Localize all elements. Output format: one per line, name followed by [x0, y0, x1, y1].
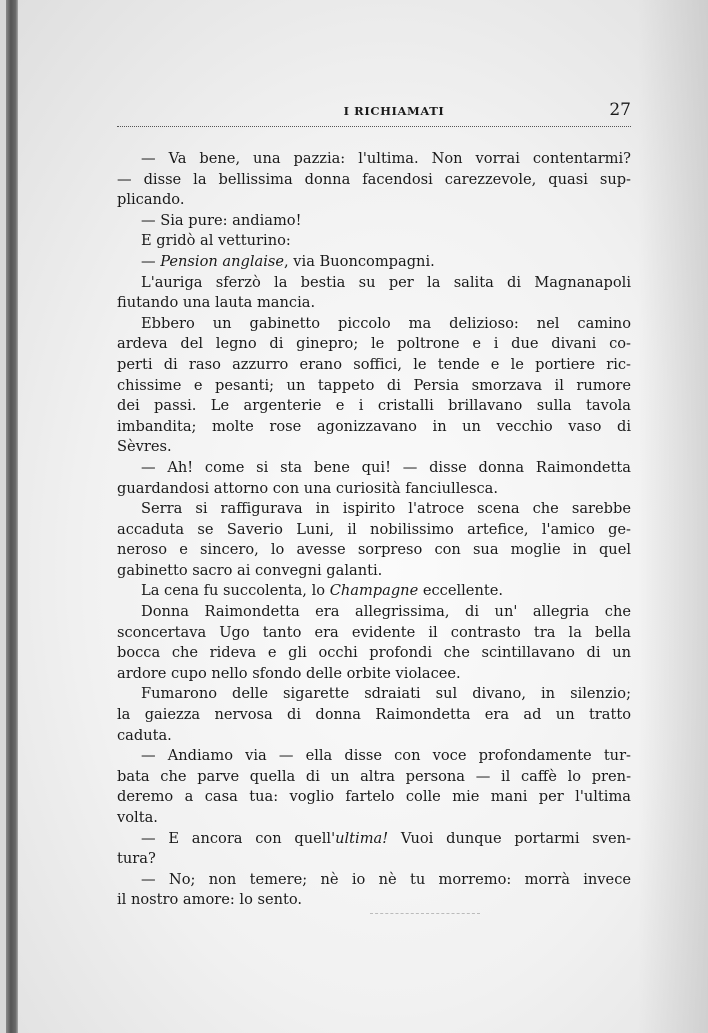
text-line [117, 437, 631, 458]
page-number: 27 [609, 100, 631, 120]
text-line [117, 540, 631, 561]
text-run: caduta. [117, 726, 172, 744]
text-line [117, 787, 631, 808]
text-run: perti di raso azzurro erano soffici, le tende e le portiere ric- [117, 355, 631, 373]
text-run: Ebbero un gabinetto piccolo ma delizioso: nel camino [141, 314, 631, 332]
italic-text: ultima! [335, 829, 389, 847]
text-run: volta. [117, 809, 158, 826]
text-line [117, 314, 631, 335]
text-run: — Ah! come si sta bene qui! — disse donna Raimondetta [141, 458, 631, 476]
text-line [117, 808, 631, 829]
text-line [117, 520, 631, 541]
text-run: ardore cupo nello sfondo delle orbite violacee. [117, 664, 461, 682]
text-line [117, 767, 631, 788]
text-line [117, 561, 631, 582]
text-run: fiutando una lauta mancia. [117, 294, 316, 312]
text-run: tura? [117, 850, 156, 868]
text-line [117, 170, 631, 191]
text-run: — Sia pure: andiamo! [141, 211, 302, 229]
text-run: — disse la bellissima donna facendosi carezzevole, quasi sup- [117, 170, 631, 188]
text-line [117, 376, 631, 397]
text-run: Fumarono delle sigarette sdraiati sul divano, in silenzio; [141, 685, 631, 703]
text-line [117, 334, 631, 355]
text-line [117, 684, 631, 705]
text-run: il nostro amore: lo sento. [117, 891, 303, 909]
text-line [117, 890, 631, 911]
text-run: E gridò al vetturino: [141, 232, 291, 250]
text-run: — Andiamo via — ella disse con voce profondamente tur- [141, 747, 631, 765]
text-line [117, 417, 631, 438]
text-line [117, 643, 631, 664]
text-run: Donna Raimondetta era allegrissima, di un' allegria che [141, 603, 631, 621]
text-line [117, 602, 631, 623]
text-run: guardandosi attorno con una curiosità fanciullesca. [117, 479, 499, 497]
header-dotted-rule [117, 126, 631, 127]
text-run: la gaiezza nervosa di donna Raimondetta era ad un tratto [117, 706, 631, 724]
text-run: — [141, 252, 161, 270]
text-run: accaduta se Saverio Luni, il nobilissimo artefice, l'amico ge- [117, 520, 631, 538]
text-run: neroso e sincero, lo avesse sorpreso con sua moglie in quel [117, 541, 631, 559]
text-line [117, 849, 631, 870]
text-run: L'auriga sferzò la bestia su per la salita di Magnanapoli [141, 273, 631, 291]
italic-text: Pension anglaise [160, 252, 285, 270]
text-run: La cena fu succolenta, lo [141, 582, 330, 600]
text-run: Vuoi dunque portarmi sven- [388, 829, 631, 847]
text-line [117, 458, 631, 479]
running-header [117, 100, 631, 122]
text-line [117, 293, 631, 314]
text-run: eccellente. [418, 582, 503, 600]
text-line [117, 829, 631, 850]
page-shading [638, 0, 708, 1033]
body-text [117, 149, 631, 911]
text-run: deremo a casa tua: voglio fartelo colle mie mani per l'ultima [117, 788, 631, 806]
text-run: ardeva del legno di ginepro; le poltrone e i due divani co- [117, 335, 631, 353]
text-run: imbandita; molte rose agonizzavano in un vecchio vaso di [117, 417, 631, 435]
text-run: dei passi. Le argenterie e i cristalli brillavano sulla tavola [117, 397, 631, 415]
text-run: — No; non temere; nè io nè tu morremo: morrà invece [141, 870, 631, 888]
book-spine-shadow [6, 0, 18, 1033]
text-run: chissime e pesanti; un tappeto di Persia smorzava il rumore [117, 376, 631, 394]
text-line [117, 396, 631, 417]
text-run: — Va bene, una pazzia: l'ultima. Non vorrai contentarmi? [141, 150, 631, 167]
text-line [117, 355, 631, 376]
text-line [117, 231, 631, 252]
text-line [117, 499, 631, 520]
text-line [117, 479, 631, 500]
text-line [117, 190, 631, 211]
italic-text: Champagne [329, 582, 419, 600]
text-run: plicando. [117, 191, 185, 209]
running-title: I RICHIAMATI [343, 104, 445, 118]
text-line [117, 870, 631, 891]
text-line [117, 705, 631, 726]
text-run: Serra si raffigurava in ispirito l'atroce scena che sarebbe [141, 500, 631, 518]
text-line [117, 746, 631, 767]
end-of-text-marks [370, 913, 480, 914]
text-line [117, 149, 631, 170]
text-run: gabinetto sacro ai convegni galanti. [117, 561, 383, 579]
text-line [117, 623, 631, 644]
text-run: bata che parve quella di un altra persona — il caffè lo pren- [117, 767, 631, 785]
text-line [117, 273, 631, 294]
text-line [117, 664, 631, 685]
text-line [117, 252, 631, 273]
text-line [117, 211, 631, 232]
text-run: , via Buoncompagni. [284, 252, 435, 270]
text-run: Sèvres. [117, 438, 172, 456]
text-line [117, 581, 631, 602]
text-line [117, 726, 631, 747]
text-run: bocca che rideva e gli occhi profondi che scintillavano di un [117, 644, 631, 662]
text-run: — E ancora con quell' [141, 829, 336, 847]
text-run: sconcertava Ugo tanto era evidente il contrasto tra la bella [117, 623, 631, 641]
